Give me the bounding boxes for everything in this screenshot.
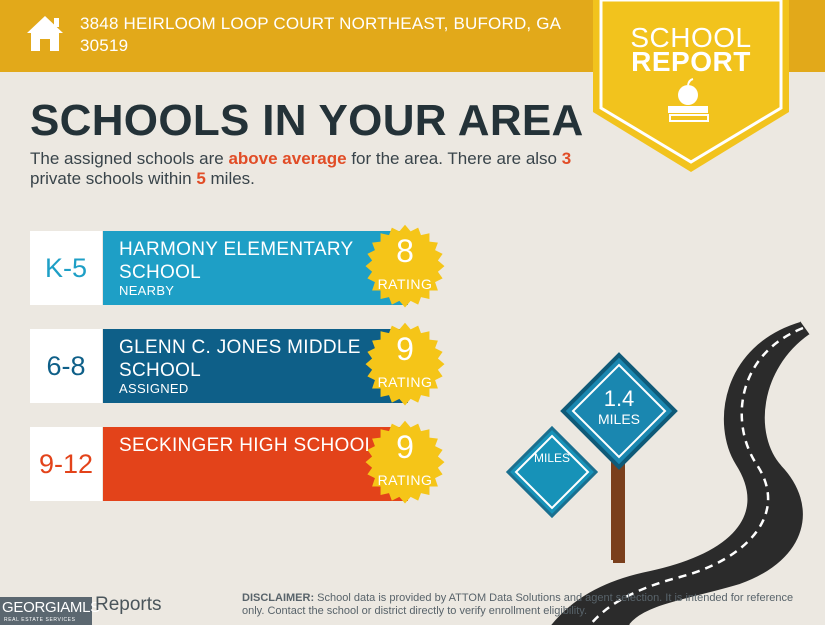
rating-label: RATING xyxy=(377,374,433,390)
small-sign-unit: MILES xyxy=(533,451,570,465)
above-average-highlight: above average xyxy=(228,149,347,168)
rating-label: RATING xyxy=(377,276,433,292)
rating-value: 9 xyxy=(396,331,414,367)
disclaimer-text: DISCLAIMER: School data is provided by ATTOM Data Solutions and agent selection. It is intended for reference only. Contact the school or district directly to verify enrollment eligibility. xyxy=(242,592,794,617)
school-row[interactable] xyxy=(30,427,450,501)
georgia-mls-logo: GEORGIAMLS REAL ESTATE SERVICES xyxy=(2,599,100,623)
grade-range: 6-8 xyxy=(30,329,102,403)
school-status: ASSIGNED xyxy=(119,381,189,396)
rating-value: 9 xyxy=(396,429,414,465)
reports-label: Reports xyxy=(95,594,162,615)
badge-line-2: REPORT xyxy=(631,46,751,77)
rating-label: RATING xyxy=(377,472,433,488)
grade-range: K-5 xyxy=(30,231,102,305)
school-row[interactable] xyxy=(30,231,450,305)
school-status: NEARBY xyxy=(119,283,175,298)
property-address: 3848 HEIRLOOM LOOP COURT NORTHEAST, BUFORD, GA 30519 xyxy=(80,14,561,55)
school-name: GLENN C. JONES MIDDLE SCHOOL xyxy=(119,337,361,381)
school-name: SECKINGER HIGH SCHOOL xyxy=(119,435,376,456)
house-icon xyxy=(24,12,66,54)
apple-on-book-icon xyxy=(662,76,714,128)
rating-value: 8 xyxy=(396,233,414,269)
school-row[interactable] xyxy=(30,329,450,403)
intro-text: The assigned schools are above average for the area. There are also 3 private schools within 5 miles. xyxy=(30,149,572,188)
big-sign-value: 1.4 xyxy=(603,386,635,411)
big-sign-unit: MILES xyxy=(597,411,640,427)
badge-line-1: SCHOOL xyxy=(630,22,752,53)
grade-range: 9-12 xyxy=(30,427,102,501)
school-name: HARMONY ELEMENTARY SCHOOL xyxy=(119,239,354,283)
page-title: SCHOOLS IN YOUR AREA xyxy=(30,96,584,145)
